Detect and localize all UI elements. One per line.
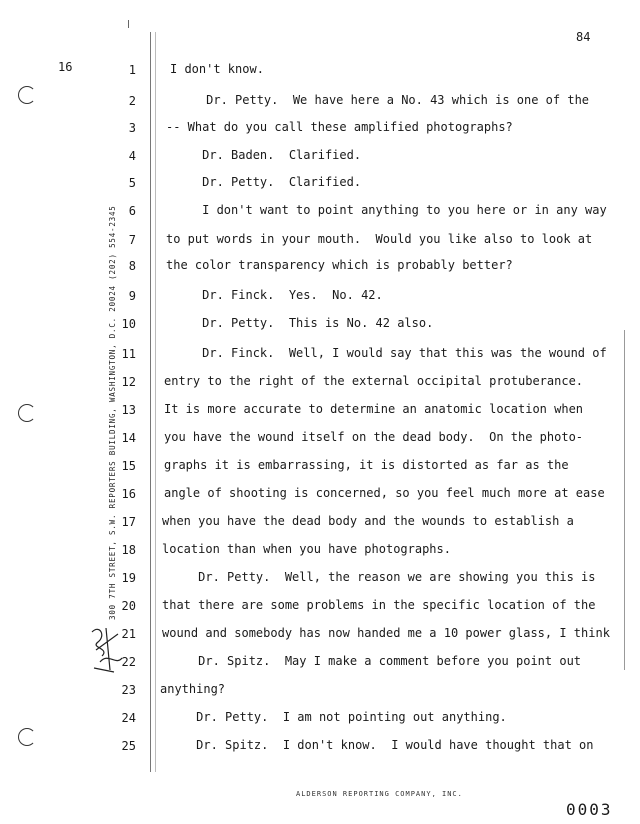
line-number: 13 xyxy=(121,403,136,417)
line-number: 4 xyxy=(128,149,136,163)
transcript-line: graphs it is embarrassing, it is distorted as far as the xyxy=(164,458,569,472)
line-number: 10 xyxy=(121,317,136,331)
line-number: 3 xyxy=(128,121,136,135)
transcript-line: It is more accurate to determine an anatomic location when xyxy=(164,402,584,416)
margin-rule xyxy=(150,32,151,772)
line-number: 9 xyxy=(128,289,136,303)
reporting-company-footer: ALDERSON REPORTING COMPANY, INC. xyxy=(296,790,463,798)
line-number: 20 xyxy=(121,599,136,613)
side-number: 16 xyxy=(58,60,73,74)
line-number: 15 xyxy=(121,459,136,473)
line-number: 8 xyxy=(128,259,136,273)
transcript-line: that there are some problems in the specific location of the xyxy=(162,598,596,612)
binder-hole-icon xyxy=(18,86,36,104)
document-id: 0003 xyxy=(566,800,613,819)
transcript-line: wound and somebody has now handed me a 10 power glass, I think xyxy=(162,626,610,640)
transcript-line: location than when you have photographs. xyxy=(162,542,451,556)
transcript-line: entry to the right of the external occipital protuberance. xyxy=(164,374,584,388)
transcript-line: when you have the dead body and the wounds to establish a xyxy=(162,514,574,528)
line-number: 16 xyxy=(121,487,136,501)
line-number: 12 xyxy=(121,375,136,389)
line-number: 18 xyxy=(121,543,136,557)
line-number: 6 xyxy=(128,204,136,218)
line-number: 2 xyxy=(128,94,136,108)
line-number: 21 xyxy=(121,627,136,641)
transcript-line: anything? xyxy=(160,682,226,696)
binder-hole-icon xyxy=(18,728,36,746)
transcript-line: Dr. Finck. Yes. No. 42. xyxy=(166,288,383,302)
transcript-line: Dr. Petty. This is No. 42 also. xyxy=(166,316,434,330)
transcript-line: Dr. Finck. Well, I would say that this was the wound of xyxy=(166,346,607,360)
transcript-line: to put words in your mouth. Would you like also to look at xyxy=(166,232,593,246)
transcript-line: you have the wound itself on the dead body. On the photo- xyxy=(164,430,584,444)
line-number: 7 xyxy=(128,233,136,247)
transcript-line: Dr. Petty. Clarified. xyxy=(166,175,362,189)
binder-hole-icon xyxy=(18,404,36,422)
transcript-line: Dr. Petty. I am not pointing out anything. xyxy=(160,710,507,724)
page-number: 84 xyxy=(576,30,591,44)
transcript-line: I don't know. xyxy=(170,62,264,76)
line-number: 25 xyxy=(121,739,136,753)
reporter-address: 300 7TH STREET, S.W. REPORTERS BUILDING, WASHINGTON, D.C. 20024 (202) 554-2345 xyxy=(108,205,117,620)
margin-rule xyxy=(155,32,156,772)
transcript-line: angle of shooting is concerned, so you feel much more at ease xyxy=(164,486,605,500)
line-number: 24 xyxy=(121,711,136,725)
line-number: 1 xyxy=(128,63,136,77)
top-tick-mark xyxy=(128,20,129,28)
right-margin-rule xyxy=(624,330,625,670)
line-number: 22 xyxy=(121,655,136,669)
transcript-line: I don't want to point anything to you here or in any way xyxy=(166,203,607,217)
line-number: 11 xyxy=(121,347,136,361)
transcript-line: Dr. Petty. Well, the reason we are showing you this is xyxy=(162,570,596,584)
line-number: 5 xyxy=(128,176,136,190)
transcript-line: -- What do you call these amplified photographs? xyxy=(166,120,513,134)
transcript-line: Dr. Baden. Clarified. xyxy=(166,148,362,162)
transcript-line: Dr. Petty. We have here a No. 43 which is one of the xyxy=(170,93,590,107)
line-number: 19 xyxy=(121,571,136,585)
transcript-line: Dr. Spitz. May I make a comment before you point out xyxy=(162,654,582,668)
transcript-line: the color transparency which is probably better? xyxy=(166,258,513,272)
line-number: 17 xyxy=(121,515,136,529)
line-number: 14 xyxy=(121,431,136,445)
transcript-line: Dr. Spitz. I don't know. I would have thought that on xyxy=(160,738,594,752)
line-number: 23 xyxy=(121,683,136,697)
